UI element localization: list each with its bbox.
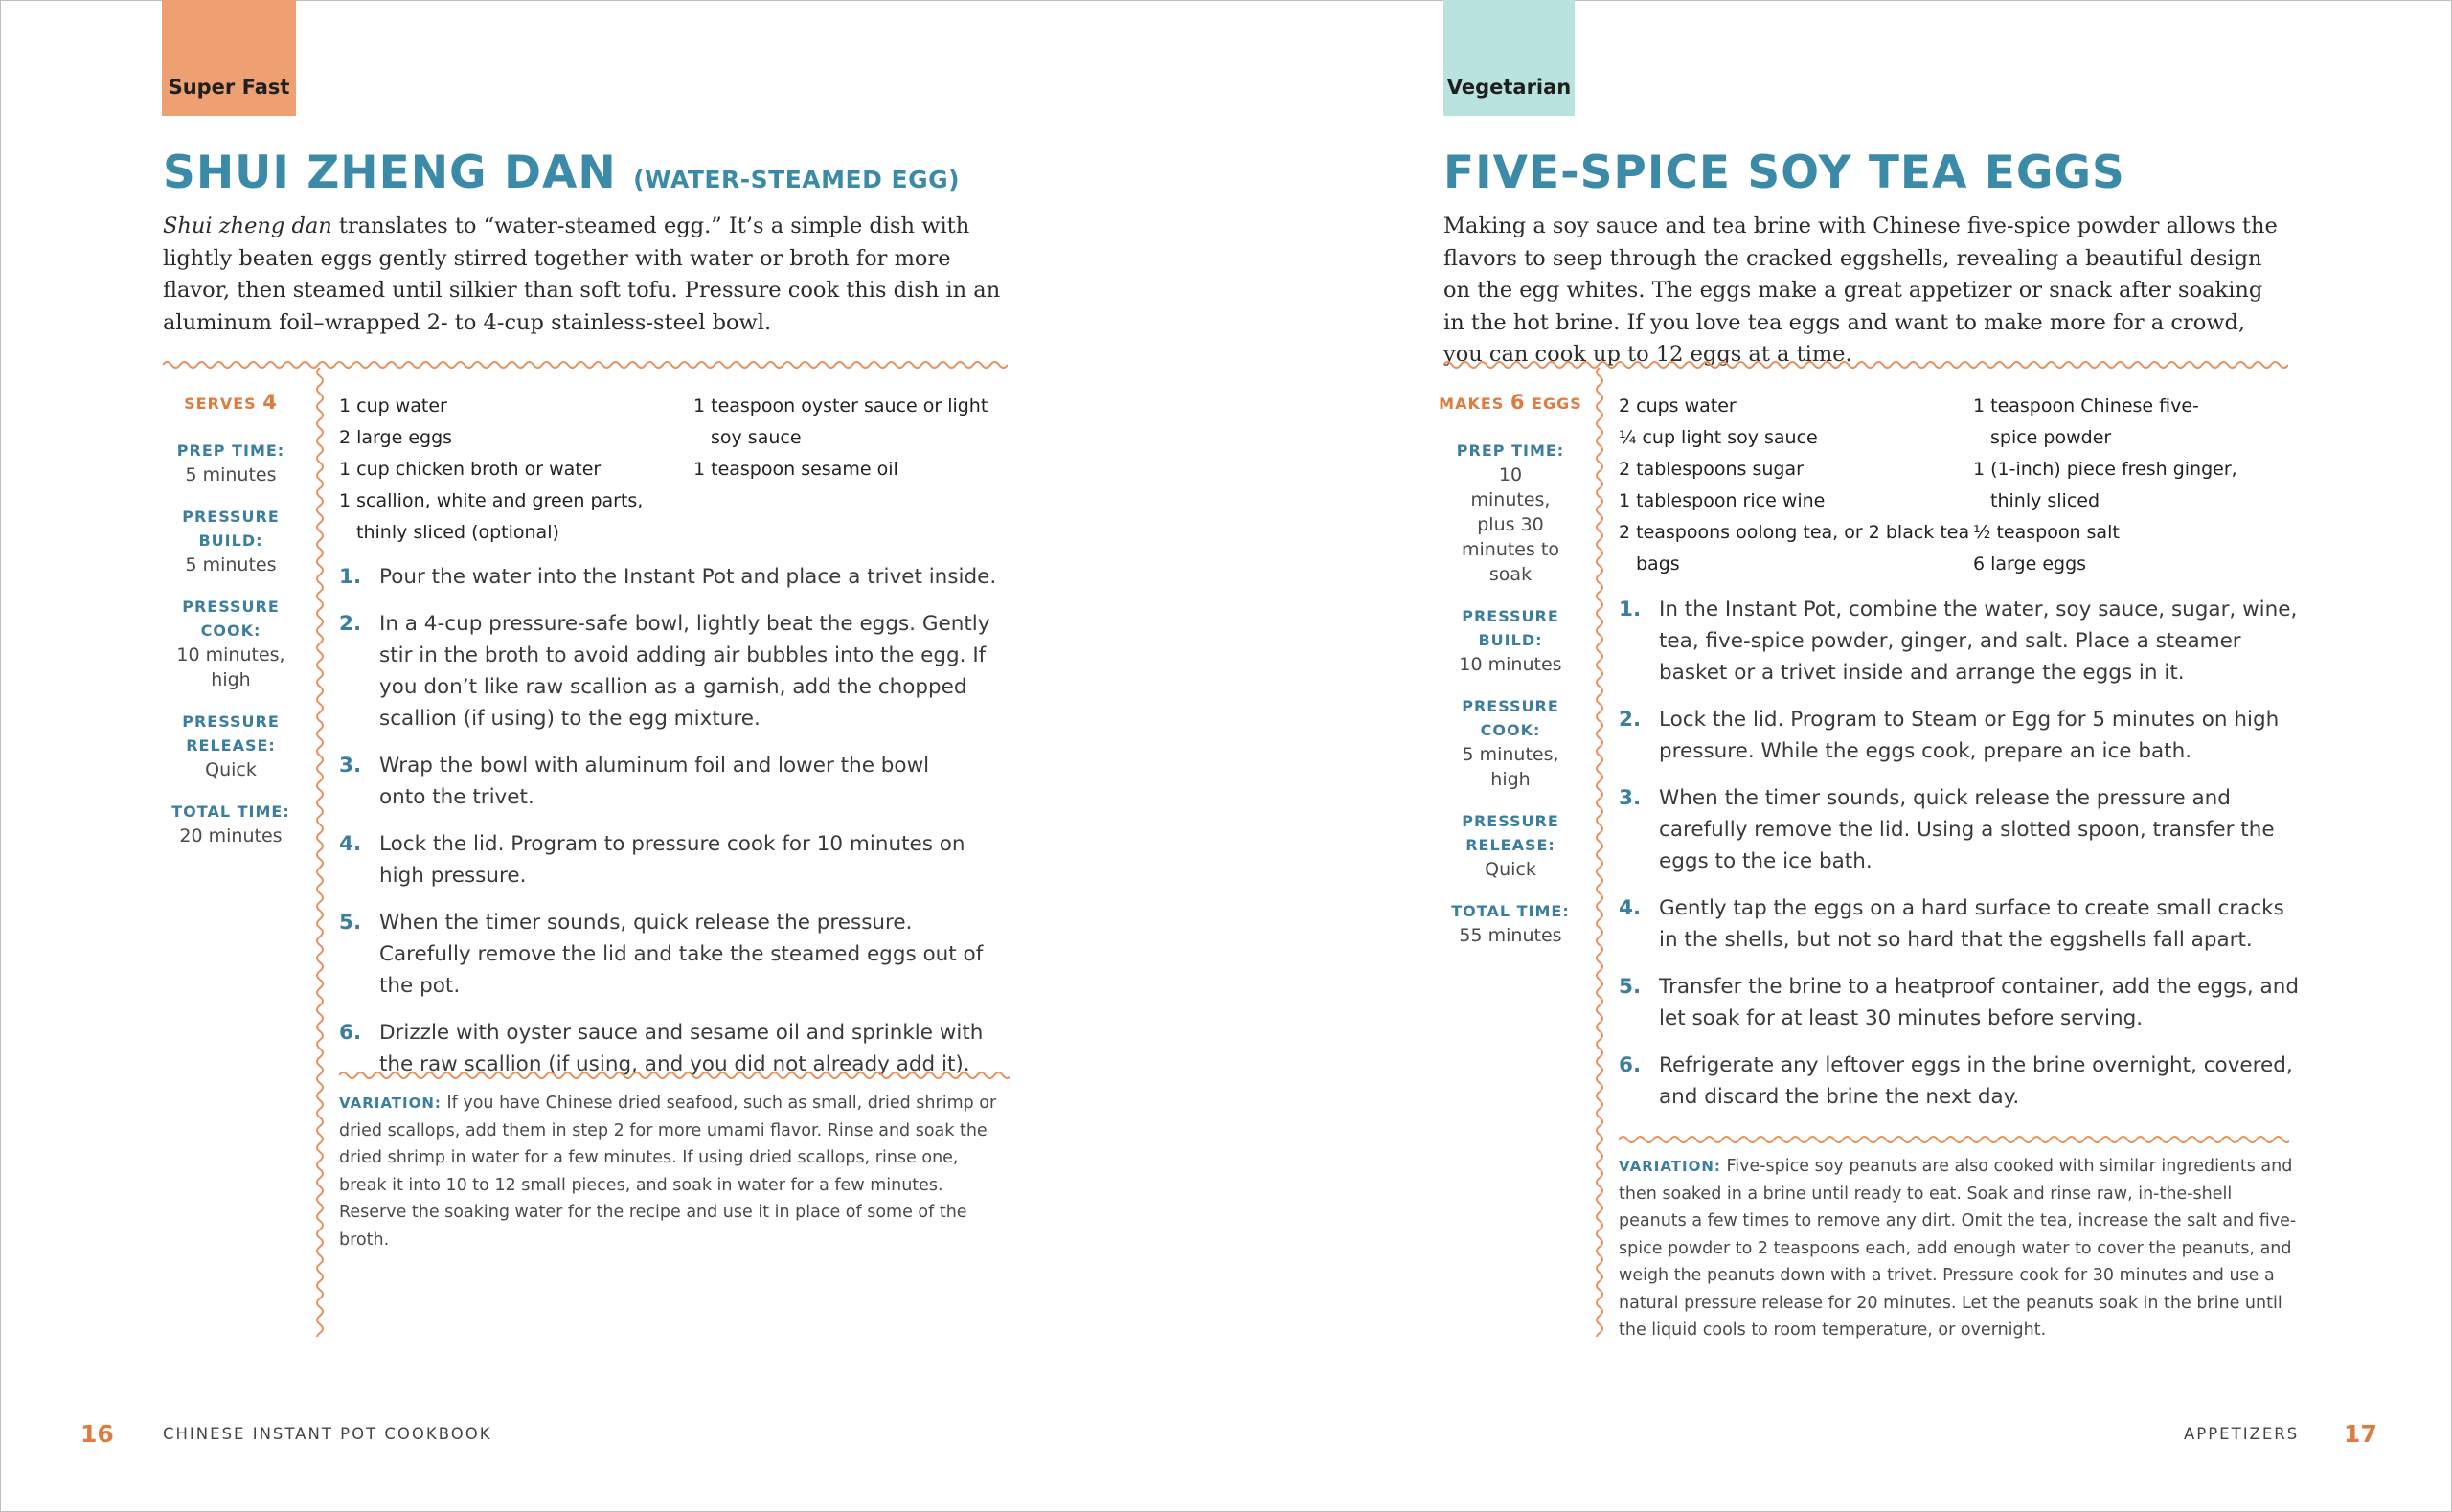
step-item (339, 907, 1010, 1002)
variation-note-right (1619, 1153, 2299, 1344)
ingredient-item: ½ teaspoon salt (1973, 522, 2120, 543)
divider-wave-top-right (1443, 358, 2288, 372)
ingredient-item: 1 tablespoon rice wine (1619, 490, 1826, 511)
step-item (339, 828, 1010, 891)
serves-label: SERVES (184, 395, 257, 413)
intro-text: Making a soy sauce and tea brine with Chinese five-spice powder allows the flavors to seep through the cracked eggshells, revealing a beautiful design on the egg whites. The eggs make a great appetizer or snack after soaking in the hot brine. If you love tea eggs and want to make more for a crowd, you can cook up to 12 eggs at a time. (1443, 214, 2278, 367)
wave-path (1619, 1137, 2289, 1142)
tag-super-fast (162, 0, 296, 116)
ingredients-col-2 (1973, 391, 2289, 580)
wave-path (163, 362, 1008, 368)
running-head-right: APPETIZERS (2184, 1425, 2300, 1443)
step-number: 6. (339, 1021, 362, 1045)
makes-value: 6 (1510, 391, 1526, 414)
step-item (1619, 704, 2299, 767)
step-text: When the timer sounds, quick release the pressure. Carefully remove the lid and take the steamed eggs out of the pot. (379, 911, 984, 998)
title-text: SHUI ZHENG DAN (163, 147, 617, 199)
step-text: In the Instant Pot, combine the water, soy sauce, sugar, wine, tea, five-spice powder, ginger, and salt. Place a steamer basket or a trivet inside and arrange the eggs in it. (1659, 598, 2298, 685)
intro-right (1443, 211, 2286, 372)
step-text: Pour the water into the Instant Pot and place a trivet inside. (379, 565, 997, 589)
wave-path (317, 368, 323, 1337)
prep-time-label: PREP TIME: (1456, 441, 1565, 460)
ingredients-col-2 (693, 391, 990, 549)
intro-left (163, 211, 1006, 339)
page-number-right: 17 (2344, 1420, 2377, 1448)
tag-label: Vegetarian (1446, 76, 1572, 99)
step-item (1619, 971, 2299, 1034)
variation-text: Five-spice soy peanuts are also cooked with similar ingredients and then soaked in a brine until ready to eat. Soak and rinse raw, in-the-shell peanuts a few times to remove any dirt. Omit the tea, increase the salt and five-spice powder to 2 teaspoons each, add enough water to cover the peanuts, and weigh the peanuts down with a trivet. Pressure cook for 30 minutes and use a natural pressure release for 20 minutes. Let the peanuts soak in the brine until the liquid cools to room temperature, or overnight. (1619, 1157, 2297, 1340)
ingredient-item: 2 tablespoons sugar (1619, 459, 1804, 480)
step-number: 2. (1619, 708, 1642, 732)
intro-text: translates to “water-steamed egg.” It’s a simple dish with lightly beaten eggs gently stirred together with water or broth for more flavor, then steamed until silkier than soft tofu. Pressure cook this dish in an aluminum foil–wrapped 2- to 4-cup stainless-steel bowl. (163, 214, 1001, 335)
step-number: 4. (1619, 896, 1642, 920)
step-text: Gently tap the eggs on a hard surface to create small cracks in the shells, but not so hard that the eggshells fall apart. (1659, 896, 2284, 952)
pressure-release-value: Quick (205, 759, 257, 780)
recipe-info-right (1439, 391, 1582, 965)
title-text: FIVE-SPICE SOY TEA EGGS (1443, 147, 2125, 199)
ingredient-item: ¼ cup light soy sauce (1619, 427, 1818, 448)
step-text: When the timer sounds, quick release the pressure and carefully remove the lid. Using a slotted spoon, transfer the eggs to the ice bath. (1659, 786, 2275, 873)
ingredient-item: 1 cup water (339, 395, 447, 417)
pressure-cook-value: 5 minutes, high (1462, 744, 1559, 790)
pressure-build-value: 5 minutes (185, 554, 277, 575)
intro-italic: Shui zheng dan (163, 214, 332, 238)
ingredient-item: 1 (1-inch) piece fresh ginger, thinly sliced (1973, 459, 2237, 511)
ingredient-item: 1 scallion, white and green parts, thinly sliced (optional) (339, 490, 644, 543)
pressure-release-label: PRESSURE RELEASE: (182, 712, 280, 755)
recipe-title-left (163, 147, 960, 199)
pressure-cook-value: 10 minutes, high (176, 644, 285, 690)
step-number: 1. (339, 565, 362, 589)
step-item (339, 608, 1010, 734)
ingredient-item: 2 large eggs (339, 427, 453, 448)
step-number: 5. (1619, 975, 1642, 999)
makes-info (1439, 391, 1582, 414)
pressure-release-value: Quick (1485, 859, 1536, 880)
tag-vegetarian (1443, 0, 1575, 116)
ingredient-item: 1 teaspoon sesame oil (693, 459, 898, 480)
ingredients-col-1 (339, 391, 693, 549)
total-time-value: 55 minutes (1459, 925, 1562, 946)
step-number: 3. (1619, 786, 1642, 810)
steps-right (1619, 594, 2299, 1128)
pressure-build-value: 10 minutes (1459, 654, 1562, 675)
prep-time-label: PREP TIME: (176, 441, 285, 460)
step-item (339, 750, 973, 813)
step-text: Drizzle with oyster sauce and sesame oil and sprinkle with the raw scallion (if using, and you did not already add it). (379, 1021, 984, 1076)
serves-info (159, 391, 303, 414)
step-item (1619, 892, 2299, 956)
running-head-left: CHINESE INSTANT POT COOKBOOK (163, 1425, 492, 1443)
ingredients-left (339, 391, 990, 549)
recipe-title-right (1443, 147, 2125, 199)
pressure-release-label: PRESSURE RELEASE: (1462, 812, 1559, 854)
total-time-label: TOTAL TIME: (171, 802, 290, 821)
total-time-value: 20 minutes (179, 825, 283, 846)
step-text: Lock the lid. Program to pressure cook for 10 minutes on high pressure. (379, 832, 965, 888)
ingredients-col-1 (1619, 391, 1973, 580)
variation-label: VARIATION: (339, 1095, 442, 1112)
ingredient-item: 2 cups water (1619, 395, 1737, 417)
pressure-build-label: PRESSURE BUILD: (182, 508, 280, 550)
variation-label: VARIATION: (1619, 1158, 1721, 1175)
step-item (339, 561, 1010, 593)
recipe-info-left (159, 391, 303, 866)
wave-path (1597, 368, 1602, 1337)
step-text: Transfer the brine to a heatproof container, add the eggs, and let soak for at least 30 minutes before serving. (1659, 975, 2299, 1030)
ingredient-item: 1 cup chicken broth or water (339, 459, 602, 480)
prep-time-value: 10 minutes, plus 30 minutes to soak (1461, 464, 1560, 585)
tag-label: Super Fast (168, 76, 290, 99)
step-item (1619, 594, 2299, 688)
step-number: 5. (339, 911, 362, 935)
pressure-cook-label: PRESSURE COOK: (182, 598, 280, 640)
divider-wave-variation-left (339, 1069, 1010, 1082)
makes-suffix: EGGS (1532, 395, 1582, 413)
step-number: 2. (339, 612, 362, 636)
step-item (1619, 782, 2299, 877)
ingredient-item: 1 teaspoon oyster sauce or light soy sauce (693, 395, 988, 448)
divider-wave-top-left (163, 358, 1008, 372)
step-number: 6. (1619, 1053, 1642, 1077)
step-number: 1. (1619, 598, 1642, 621)
prep-time-value: 5 minutes (185, 464, 277, 485)
step-number: 4. (339, 832, 362, 856)
wave-path (1443, 362, 2288, 368)
pressure-cook-label: PRESSURE COOK: (1462, 697, 1559, 739)
step-item (1619, 1049, 2299, 1113)
step-text: Lock the lid. Program to Steam or Egg for 5 minutes on high pressure. While the eggs cook, prepare an ice bath. (1659, 708, 2280, 763)
variation-text: If you have Chinese dried seafood, such as small, dried shrimp or dried scallops, add them in step 2 for more umami flavor. Rinse and soak the dried shrimp in water for a few minutes. If using dried scallops, rinse one, break it into 10 to 12 small pieces, and soak in water for a few minutes. Reserve the soaking water for the recipe and use it in place of some of the broth. (339, 1094, 997, 1250)
ingredients-right (1619, 391, 2289, 580)
step-number: 3. (339, 754, 362, 778)
ingredient-item: 1 teaspoon Chinese five-spice powder (1973, 395, 2199, 448)
step-text: Refrigerate any leftover eggs in the brine overnight, covered, and discard the brine the next day. (1659, 1053, 2293, 1109)
serves-value: 4 (262, 391, 278, 414)
wave-path (339, 1072, 1010, 1078)
steps-left (339, 561, 1010, 1095)
ingredient-item: 6 large eggs (1973, 553, 2087, 575)
step-text: In a 4-cup pressure-safe bowl, lightly beat the eggs. Gently stir in the broth to avoid adding air bubbles into the egg. If you don’t like raw scallion as a garnish, add the chopped scallion (if using) to the egg mixture. (379, 612, 990, 731)
divider-wave-vertical-left (314, 368, 326, 1337)
total-time-label: TOTAL TIME: (1451, 902, 1570, 920)
divider-wave-variation-right (1619, 1133, 2289, 1146)
variation-note-left (339, 1090, 1010, 1253)
pressure-build-label: PRESSURE BUILD: (1462, 607, 1559, 649)
ingredient-item: 2 teaspoons oolong tea, or 2 black tea bags (1619, 522, 1970, 575)
makes-label: MAKES (1439, 395, 1505, 413)
divider-wave-vertical-right (1594, 368, 1605, 1337)
title-subtitle: (WATER-STEAMED EGG) (633, 166, 961, 193)
step-text: Wrap the bowl with aluminum foil and lower the bowl onto the trivet. (379, 754, 930, 809)
page-number-left: 16 (80, 1420, 114, 1448)
